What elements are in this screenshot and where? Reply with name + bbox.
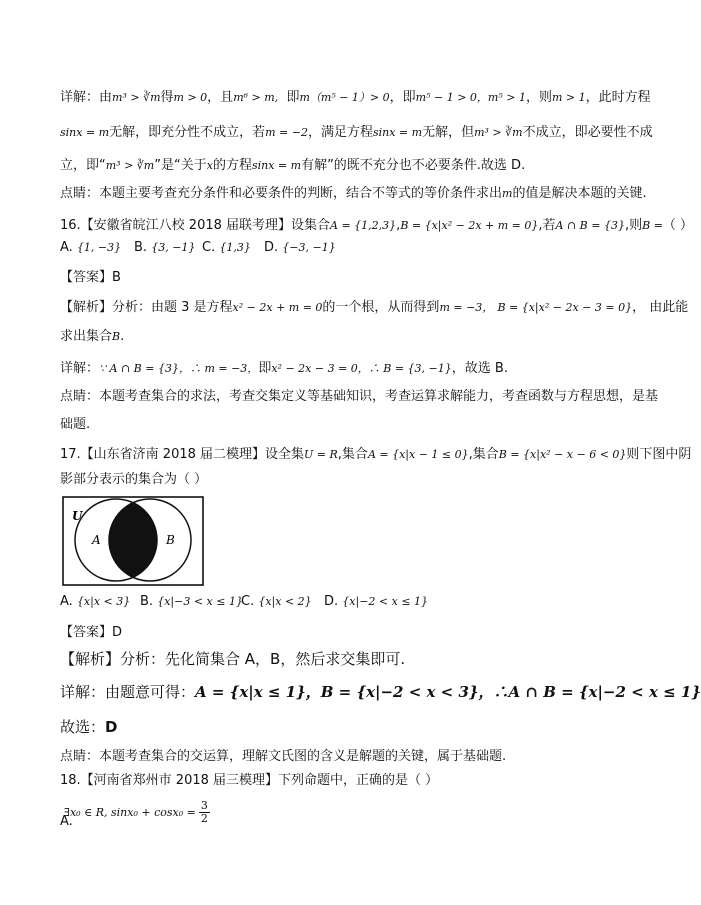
stem-text: ,若 [538, 218, 556, 233]
math-expr: m = −3， [439, 301, 494, 314]
q17-option-b [140, 594, 243, 609]
math-expr: A = {x|x − 1 ≤ 0} [367, 448, 469, 461]
detail-text: 详解：由题意可得： [60, 683, 196, 701]
math-expr: m [502, 187, 513, 200]
q17-option-d [324, 594, 428, 609]
stem-text: 17.【山东省济南 2018 届二模理】设全集 [60, 447, 305, 462]
q17-analysis: 【解析】分析：先化简集合 A，B，然后求交集即可. [60, 650, 406, 668]
math-expr: A = {x|x ≤ 1}，B = {x|−2 < x < 3}，∴A ∩ B = {x|−2 < x ≤ 1} [195, 683, 701, 701]
stem-text: ,则 [624, 218, 643, 233]
option-label: A. [60, 240, 73, 255]
q16-note-line-1: 点睛：本题考查集合的求法，考查交集定义等基础知识，考查运算求解能力，考查函数与方程思想，是基 [60, 389, 659, 404]
math-expr: m³ > ∛m [112, 91, 161, 104]
math-expr: sinx = m [251, 159, 302, 172]
math-expr: B = {x|x² − 2x − 3 = 0} [497, 301, 633, 314]
math-expr: x [206, 159, 213, 172]
q17-detail [60, 681, 701, 702]
q17-option-a [60, 594, 130, 609]
analysis-text: 求出集合 [60, 329, 113, 344]
detail-text: 得 [160, 90, 174, 105]
analysis-text: . [120, 329, 125, 344]
option-label: C. [202, 240, 216, 255]
detail-text: ，且 [207, 90, 234, 105]
math-expr: ∵ A ∩ B = {3}，∴ m = −3， [99, 362, 259, 375]
q17-choose [60, 716, 117, 737]
detail-text: 有解”的既不充分也不必要条件.故选 D. [301, 158, 526, 173]
option-label: B. [134, 240, 148, 255]
question-17-stem [60, 443, 691, 462]
detail-line-3 [60, 154, 525, 173]
fraction-denominator: 2 [200, 812, 208, 825]
stem-text: 则下图中阴 [626, 447, 692, 462]
detail-note [60, 182, 647, 201]
detail-text: 即 [258, 361, 272, 376]
math-expr: m³ > ∛m [105, 159, 155, 172]
detail-text: 详解：由 [60, 90, 113, 105]
math-expr: m⁶ > m, [233, 91, 279, 104]
option-value: {1, −3} [76, 241, 122, 254]
detail-text: ，即 [389, 90, 416, 105]
option-value: {3, −1} [151, 241, 196, 254]
math-expr: sinx = m [60, 126, 110, 139]
math-expr: m > 0 [173, 91, 208, 104]
option-value: {1,3} [219, 241, 251, 254]
detail-line-2 [60, 121, 653, 140]
detail-text: 无解，即充分性不成立，若 [109, 125, 266, 140]
math-expr: ∃x₀ ∈ R, sinx₀ + cosx₀ = [64, 806, 196, 819]
set-b-label: B [166, 533, 175, 547]
detail-text: 的方程 [212, 158, 252, 173]
option-value: {−3, −1} [282, 241, 336, 254]
detail-text: 即 [286, 90, 300, 105]
analysis-text: 【解析】分析：由题 3 是方程 [60, 300, 233, 315]
option-label: A. [60, 594, 73, 609]
fraction [199, 800, 210, 825]
analysis-text: 的一个根，从而得到 [322, 300, 440, 315]
math-expr: sinx = m [372, 126, 423, 139]
q16-note-line-2: 础题. [60, 417, 91, 432]
q16-option-a [60, 240, 121, 255]
detail-text: ”是“关于 [154, 158, 207, 173]
choose-letter: D [105, 718, 118, 736]
q16-analysis-cont [60, 325, 124, 344]
option-label: A. [60, 814, 73, 829]
set-a-label: A [92, 533, 101, 547]
detail-text: 详解： [60, 361, 100, 376]
note-text: 点睛：本题主要考查充分条件和必要条件的判断，结合不等式的等价条件求出 [60, 186, 503, 201]
detail-text: ，故选 B. [451, 361, 508, 376]
question-16-stem [60, 214, 693, 233]
option-label: C. [241, 594, 255, 609]
q16-answer: 【答案】B [60, 270, 121, 285]
stem-text: ,集合 [337, 447, 368, 462]
option-label: B. [140, 594, 154, 609]
answer-blank: （ ） [662, 218, 694, 233]
detail-text: ，满足方程 [307, 125, 373, 140]
universe-label: U [72, 509, 83, 523]
venn-diagram [62, 496, 204, 586]
option-value: {x|−2 < x ≤ 1} [342, 595, 429, 608]
question-17-stem-cont: 影部分表示的集合为（ ） [60, 472, 208, 487]
stem-text: , [396, 218, 401, 233]
math-expr: B = {x|x² − x − 6 < 0} [498, 448, 627, 461]
note-text: 的值是解决本题的关键. [512, 186, 647, 201]
option-label: D. [264, 240, 279, 255]
option-value: {x|−3 < x ≤ 1} [157, 595, 243, 608]
choose-text: 故选： [60, 718, 106, 736]
q17-answer: 【答案】D [60, 625, 123, 640]
math-expr: x² − 2x + m = 0 [232, 301, 323, 314]
detail-text: 立，即“ [60, 158, 106, 173]
fraction-numerator: 3 [200, 799, 208, 812]
math-expr: A = {1,2,3} [330, 219, 397, 232]
detail-text: 不成立，即必要性不成 [522, 125, 653, 140]
analysis-text: ， 由此能 [632, 300, 689, 315]
option-value: {x|x < 2} [258, 595, 312, 608]
math-expr: m³ > ∛m [474, 126, 523, 139]
q18-option-a-formula [64, 800, 210, 825]
q16-detail [60, 357, 508, 376]
math-expr: m = −2 [265, 126, 308, 139]
math-expr: B [112, 330, 121, 343]
q16-option-c [202, 240, 251, 255]
math-expr: B = {x|x² − 2x + m = 0} [400, 219, 539, 232]
math-expr: m（m⁵ − 1）> 0 [299, 91, 390, 104]
detail-text: 无解，但 [422, 125, 475, 140]
question-18-stem: 18.【河南省郑州市 2018 届三模理】下列命题中，正确的是（ ） [60, 773, 439, 788]
detail-text: ，则 [525, 90, 552, 105]
q16-option-d [264, 240, 336, 255]
math-expr: m > 1 [552, 91, 586, 104]
option-value: {x|x < 3} [76, 595, 131, 608]
q17-note: 点睛：本题考查集合的交运算，理解文氏图的含义是解题的关键，属于基础题. [60, 749, 507, 764]
math-expr: B = [642, 219, 663, 232]
detail-line-1 [60, 86, 651, 105]
math-expr: A ∩ B = {3} [555, 219, 625, 232]
q16-analysis [60, 296, 688, 315]
q17-option-c [241, 594, 312, 609]
math-expr: U = R [304, 448, 338, 461]
option-label: D. [324, 594, 339, 609]
detail-text: ，此时方程 [585, 90, 651, 105]
q16-option-b [134, 240, 195, 255]
math-expr: m⁵ − 1 > 0，m⁵ > 1 [415, 91, 526, 104]
math-expr: x² − 2x − 3 = 0，∴ B = {3, −1} [271, 362, 452, 375]
stem-text: ,集合 [468, 447, 499, 462]
stem-text: 16.【安徽省皖江八校 2018 届联考理】设集合 [60, 218, 331, 233]
